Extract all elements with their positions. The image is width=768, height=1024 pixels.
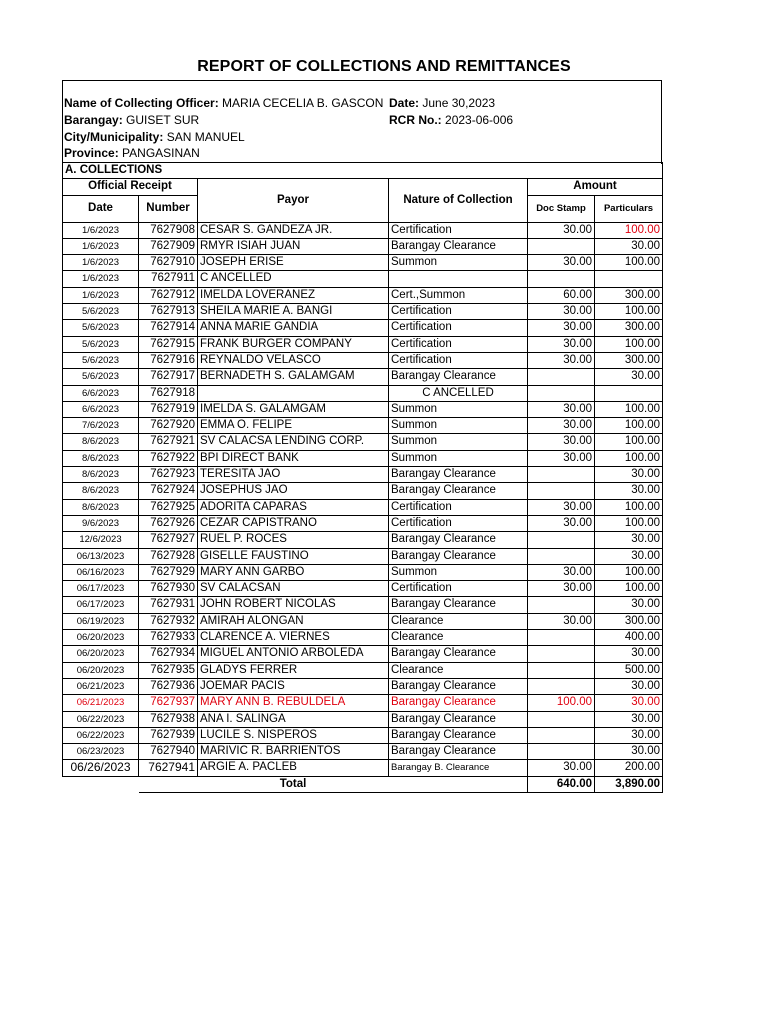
row-payor: IMELDA S. GALAMGAM [198, 401, 389, 417]
row-particulars: 30.00 [595, 597, 663, 613]
table-row [63, 630, 663, 646]
row-date: 7/6/2023 [63, 418, 139, 434]
row-payor: IMELDA LOVERANEZ [198, 287, 389, 303]
row-number: 7627915 [139, 336, 198, 352]
total-particulars: 3,890.00 [595, 776, 663, 792]
row-nature: Barangay Clearance [389, 678, 528, 694]
row-date: 06/13/2023 [63, 548, 139, 564]
row-date: 6/6/2023 [63, 401, 139, 417]
row-date: 1/6/2023 [63, 238, 139, 254]
section-row [63, 163, 663, 179]
row-doc-stamp [528, 483, 595, 499]
table-row [63, 662, 663, 678]
officer-value: MARIA CECELIA B. GASCON [222, 96, 384, 110]
row-payor: MIGUEL ANTONIO ARBOLEDA [198, 646, 389, 662]
row-particulars: 100.00 [595, 499, 663, 515]
row-date: 5/6/2023 [63, 369, 139, 385]
row-doc-stamp: 30.00 [528, 499, 595, 515]
row-number: 7627918 [139, 385, 198, 401]
row-nature: Barangay Clearance [389, 646, 528, 662]
row-number: 7627910 [139, 255, 198, 271]
row-nature: C ANCELLED [389, 385, 528, 401]
particulars-header: Particulars [595, 195, 663, 222]
date-label: Date: [389, 96, 420, 110]
row-nature: Barangay B. Clearance [389, 760, 528, 776]
row-number: 7627917 [139, 369, 198, 385]
row-number: 7627939 [139, 727, 198, 743]
row-doc-stamp [528, 532, 595, 548]
row-nature: Barangay Clearance [389, 369, 528, 385]
row-date: 5/6/2023 [63, 336, 139, 352]
row-particulars: 100.00 [595, 401, 663, 417]
row-date: 1/6/2023 [63, 222, 139, 238]
rcr-line [389, 113, 513, 127]
row-date: 06/21/2023 [63, 695, 139, 711]
row-nature: Summon [389, 255, 528, 271]
row-nature: Summon [389, 450, 528, 466]
row-payor: REYNALDO VELASCO [198, 352, 389, 368]
row-doc-stamp: 30.00 [528, 336, 595, 352]
row-payor: ADORITA CAPARAS [198, 499, 389, 515]
row-number: 7627927 [139, 532, 198, 548]
row-payor: ARGIE A. PACLEB [198, 760, 389, 776]
barangay-value: GUISET SUR [126, 113, 200, 127]
row-payor: C ANCELLED [198, 271, 389, 287]
row-number: 7627922 [139, 450, 198, 466]
row-nature: Certification [389, 222, 528, 238]
row-number: 7627908 [139, 222, 198, 238]
row-date: 12/6/2023 [63, 532, 139, 548]
table-row [63, 744, 663, 760]
row-date: 06/22/2023 [63, 727, 139, 743]
row-nature: Clearance [389, 662, 528, 678]
payor-header: Payor [198, 179, 389, 222]
row-number: 7627923 [139, 467, 198, 483]
table-row [63, 222, 663, 238]
doc-stamp-header: Doc Stamp [528, 195, 595, 222]
table-row [63, 320, 663, 336]
row-date: 8/6/2023 [63, 499, 139, 515]
table-row [63, 532, 663, 548]
row-date: 1/6/2023 [63, 255, 139, 271]
row-particulars: 30.00 [595, 369, 663, 385]
row-number: 7627925 [139, 499, 198, 515]
row-payor: JOEMAR PACIS [198, 678, 389, 694]
row-doc-stamp: 30.00 [528, 613, 595, 629]
row-date: 1/6/2023 [63, 287, 139, 303]
row-doc-stamp: 30.00 [528, 564, 595, 580]
row-particulars: 400.00 [595, 630, 663, 646]
row-particulars: 200.00 [595, 760, 663, 776]
table-row [63, 385, 663, 401]
row-doc-stamp [528, 678, 595, 694]
row-doc-stamp [528, 369, 595, 385]
table-row [63, 450, 663, 466]
row-date: 8/6/2023 [63, 467, 139, 483]
row-doc-stamp: 30.00 [528, 418, 595, 434]
row-particulars: 100.00 [595, 255, 663, 271]
row-payor: LUCILE S. NISPEROS [198, 727, 389, 743]
row-nature: Certification [389, 352, 528, 368]
row-payor: JOSEPH ERISE [198, 255, 389, 271]
date-line [389, 96, 495, 110]
row-particulars: 30.00 [595, 467, 663, 483]
row-particulars: 100.00 [595, 450, 663, 466]
row-particulars: 30.00 [595, 744, 663, 760]
row-doc-stamp: 30.00 [528, 515, 595, 531]
row-date: 8/6/2023 [63, 434, 139, 450]
province-label: Province: [64, 146, 119, 160]
row-particulars: 300.00 [595, 613, 663, 629]
row-nature: Certification [389, 336, 528, 352]
table-row [63, 727, 663, 743]
row-doc-stamp: 100.00 [528, 695, 595, 711]
row-number: 7627929 [139, 564, 198, 580]
row-particulars: 100.00 [595, 222, 663, 238]
table-row [63, 499, 663, 515]
row-particulars: 100.00 [595, 515, 663, 531]
row-payor: GISELLE FAUSTINO [198, 548, 389, 564]
row-nature: Barangay Clearance [389, 483, 528, 499]
row-doc-stamp: 60.00 [528, 287, 595, 303]
row-payor: JOSEPHUS JAO [198, 483, 389, 499]
row-particulars: 30.00 [595, 548, 663, 564]
row-particulars: 30.00 [595, 711, 663, 727]
table-row [63, 613, 663, 629]
row-payor: FRANK BURGER COMPANY [198, 336, 389, 352]
row-doc-stamp [528, 467, 595, 483]
total-row [63, 776, 663, 792]
row-nature: Summon [389, 434, 528, 450]
row-number: 7627937 [139, 695, 198, 711]
row-nature [389, 271, 528, 287]
row-payor: CEZAR CAPISTRANO [198, 515, 389, 531]
table-body [63, 222, 663, 776]
row-payor: CLARENCE A. VIERNES [198, 630, 389, 646]
row-number: 7627935 [139, 662, 198, 678]
row-nature: Certification [389, 320, 528, 336]
row-doc-stamp [528, 548, 595, 564]
total-doc-stamp: 640.00 [528, 776, 595, 792]
row-date: 06/19/2023 [63, 613, 139, 629]
table-row [63, 467, 663, 483]
row-date: 1/6/2023 [63, 271, 139, 287]
table-row [63, 760, 663, 776]
officer-line [64, 96, 383, 110]
row-date: 06/21/2023 [63, 678, 139, 694]
row-doc-stamp [528, 711, 595, 727]
row-number: 7627914 [139, 320, 198, 336]
amount-header: Amount [528, 179, 663, 195]
row-date: 06/16/2023 [63, 564, 139, 580]
row-number: 7627920 [139, 418, 198, 434]
row-date: 8/6/2023 [63, 450, 139, 466]
row-date: 8/6/2023 [63, 483, 139, 499]
row-particulars: 300.00 [595, 287, 663, 303]
row-particulars: 100.00 [595, 336, 663, 352]
date-value: June 30,2023 [422, 96, 496, 110]
table-row [63, 369, 663, 385]
row-date: 06/17/2023 [63, 581, 139, 597]
table-row [63, 336, 663, 352]
row-doc-stamp: 30.00 [528, 434, 595, 450]
table-row [63, 548, 663, 564]
row-number: 7627940 [139, 744, 198, 760]
number-header: Number [139, 195, 198, 222]
row-nature: Cert.,Summon [389, 287, 528, 303]
table-row [63, 646, 663, 662]
row-particulars: 30.00 [595, 238, 663, 254]
row-doc-stamp: 30.00 [528, 760, 595, 776]
row-number: 7627926 [139, 515, 198, 531]
date-header: Date [63, 195, 139, 222]
row-date: 06/20/2023 [63, 662, 139, 678]
row-doc-stamp: 30.00 [528, 304, 595, 320]
row-payor: GLADYS FERRER [198, 662, 389, 678]
row-date: 06/26/2023 [63, 760, 139, 776]
row-number: 7627941 [139, 760, 198, 776]
row-number: 7627924 [139, 483, 198, 499]
nature-header: Nature of Collection [389, 179, 528, 222]
row-payor: BPI DIRECT BANK [198, 450, 389, 466]
row-nature: Clearance [389, 613, 528, 629]
row-number: 7627938 [139, 711, 198, 727]
table-row [63, 401, 663, 417]
officer-label: Name of Collecting Officer: [64, 96, 219, 110]
row-doc-stamp [528, 727, 595, 743]
row-doc-stamp: 30.00 [528, 255, 595, 271]
row-number: 7627930 [139, 581, 198, 597]
row-payor: MARIVIC R. BARRIENTOS [198, 744, 389, 760]
row-doc-stamp: 30.00 [528, 352, 595, 368]
header-row-1 [63, 179, 663, 195]
table-row [63, 255, 663, 271]
row-payor: AMIRAH ALONGAN [198, 613, 389, 629]
row-date: 06/20/2023 [63, 646, 139, 662]
row-payor: BERNADETH S. GALAMGAM [198, 369, 389, 385]
table-row [63, 678, 663, 694]
row-doc-stamp [528, 646, 595, 662]
table-row [63, 711, 663, 727]
row-nature: Barangay Clearance [389, 532, 528, 548]
barangay-label: Barangay: [64, 113, 123, 127]
row-payor: MARY ANN B. REBULDELA [198, 695, 389, 711]
row-nature: Certification [389, 304, 528, 320]
table-row [63, 695, 663, 711]
row-particulars: 100.00 [595, 581, 663, 597]
row-nature: Barangay Clearance [389, 467, 528, 483]
row-date: 5/6/2023 [63, 352, 139, 368]
row-payor: RMYR ISIAH JUAN [198, 238, 389, 254]
row-nature: Summon [389, 564, 528, 580]
row-nature: Certification [389, 581, 528, 597]
row-doc-stamp [528, 744, 595, 760]
row-particulars: 30.00 [595, 695, 663, 711]
province-line [64, 146, 200, 160]
table-row [63, 238, 663, 254]
row-doc-stamp [528, 238, 595, 254]
row-payor: ANA I. SALINGA [198, 711, 389, 727]
row-particulars [595, 271, 663, 287]
row-particulars: 300.00 [595, 352, 663, 368]
row-nature: Barangay Clearance [389, 711, 528, 727]
row-particulars: 300.00 [595, 320, 663, 336]
rcr-value: 2023-06-006 [445, 113, 514, 127]
row-doc-stamp: 30.00 [528, 450, 595, 466]
total-spacer [63, 776, 139, 792]
row-nature: Clearance [389, 630, 528, 646]
city-value: SAN MANUEL [166, 130, 245, 144]
section-title: A. COLLECTIONS [63, 163, 663, 179]
row-payor: EMMA O. FELIPE [198, 418, 389, 434]
row-nature: Barangay Clearance [389, 727, 528, 743]
row-doc-stamp: 30.00 [528, 222, 595, 238]
table-row [63, 418, 663, 434]
row-payor: JOHN ROBERT NICOLAS [198, 597, 389, 613]
row-number: 7627911 [139, 271, 198, 287]
row-number: 7627934 [139, 646, 198, 662]
row-number: 7627916 [139, 352, 198, 368]
row-payor: RUEL P. ROCES [198, 532, 389, 548]
row-payor: SV CALACSAN [198, 581, 389, 597]
official-receipt-header: Official Receipt [63, 179, 198, 195]
row-number: 7627928 [139, 548, 198, 564]
row-nature: Summon [389, 418, 528, 434]
row-doc-stamp [528, 630, 595, 646]
table-row [63, 515, 663, 531]
row-particulars: 100.00 [595, 434, 663, 450]
row-number: 7627931 [139, 597, 198, 613]
row-number: 7627913 [139, 304, 198, 320]
table-row [63, 597, 663, 613]
page-title: REPORT OF COLLECTIONS AND REMITTANCES [197, 58, 571, 75]
row-nature: Certification [389, 499, 528, 515]
row-payor: SHEILA MARIE A. BANGI [198, 304, 389, 320]
table-row [63, 483, 663, 499]
row-date: 5/6/2023 [63, 320, 139, 336]
row-doc-stamp [528, 662, 595, 678]
row-doc-stamp: 30.00 [528, 401, 595, 417]
row-nature: Barangay Clearance [389, 695, 528, 711]
table-row [63, 434, 663, 450]
row-doc-stamp [528, 385, 595, 401]
row-number: 7627936 [139, 678, 198, 694]
row-payor: TERESITA JAO [198, 467, 389, 483]
row-particulars: 100.00 [595, 564, 663, 580]
row-number: 7627921 [139, 434, 198, 450]
row-particulars: 100.00 [595, 304, 663, 320]
row-particulars: 30.00 [595, 646, 663, 662]
row-particulars: 500.00 [595, 662, 663, 678]
row-nature: Barangay Clearance [389, 597, 528, 613]
city-line [64, 130, 245, 144]
row-particulars [595, 385, 663, 401]
row-payor: MARY ANN GARBO [198, 564, 389, 580]
row-particulars: 30.00 [595, 727, 663, 743]
row-particulars: 100.00 [595, 418, 663, 434]
row-nature: Barangay Clearance [389, 238, 528, 254]
table-row [63, 287, 663, 303]
table-row [63, 581, 663, 597]
row-particulars: 30.00 [595, 532, 663, 548]
row-nature: Barangay Clearance [389, 744, 528, 760]
row-doc-stamp [528, 597, 595, 613]
row-nature: Barangay Clearance [389, 548, 528, 564]
row-date: 06/22/2023 [63, 711, 139, 727]
collections-table [62, 162, 663, 793]
row-date: 06/23/2023 [63, 744, 139, 760]
row-date: 9/6/2023 [63, 515, 139, 531]
row-date: 06/20/2023 [63, 630, 139, 646]
table-row [63, 271, 663, 287]
row-nature: Summon [389, 401, 528, 417]
city-label: City/Municipality: [64, 130, 164, 144]
row-payor: CESAR S. GANDEZA JR. [198, 222, 389, 238]
row-payor: ANNA MARIE GANDIA [198, 320, 389, 336]
row-number: 7627933 [139, 630, 198, 646]
table-row [63, 352, 663, 368]
row-number: 7627909 [139, 238, 198, 254]
row-number: 7627932 [139, 613, 198, 629]
row-date: 6/6/2023 [63, 385, 139, 401]
table-row [63, 304, 663, 320]
row-number: 7627912 [139, 287, 198, 303]
row-nature: Certification [389, 515, 528, 531]
row-date: 5/6/2023 [63, 304, 139, 320]
row-particulars: 30.00 [595, 483, 663, 499]
total-label: Total [198, 776, 389, 792]
row-doc-stamp: 30.00 [528, 320, 595, 336]
row-number: 7627919 [139, 401, 198, 417]
row-date: 06/17/2023 [63, 597, 139, 613]
row-payor: SV CALACSA LENDING CORP. [198, 434, 389, 450]
row-payor [198, 385, 389, 401]
rcr-label: RCR No.: [389, 113, 442, 127]
row-doc-stamp [528, 271, 595, 287]
barangay-line [64, 113, 199, 127]
province-value: PANGASINAN [122, 146, 200, 160]
table-row [63, 564, 663, 580]
row-doc-stamp: 30.00 [528, 581, 595, 597]
row-particulars: 30.00 [595, 678, 663, 694]
